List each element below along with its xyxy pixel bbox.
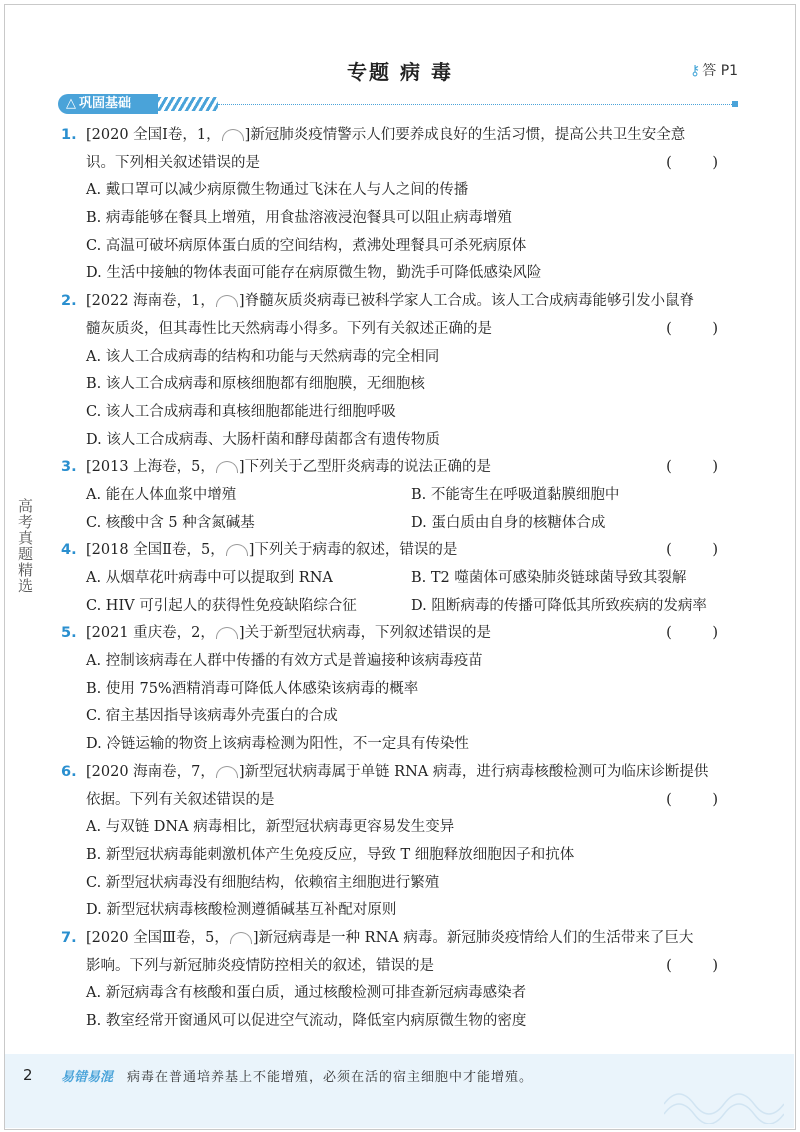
answer-bracket: ( ) — [666, 625, 736, 642]
option-c: C. 核酸中含 5 种含氮碱基 — [86, 514, 255, 531]
answer-bracket: ( ) — [666, 957, 736, 974]
answer-bracket: ( ) — [666, 791, 736, 808]
footer-text: 病毒在普通培养基上不能增殖，必须在活的宿主细胞中才能增殖。 — [127, 1070, 534, 1085]
question-source: [2021 重庆卷，2， — [86, 625, 215, 642]
page-title: 专题 病 毒 — [347, 60, 453, 84]
option-row — [64, 510, 736, 538]
question-number: 1. — [61, 127, 77, 143]
question-text: ]关于新型冠状病毒，下列叙述错误的是 — [238, 625, 492, 642]
question-line — [61, 454, 736, 482]
question-text: ]脊髓灰质炎病毒已被科学家人工合成。该人工合成病毒能够引发小鼠脊 — [238, 293, 695, 310]
option-a: A. 新冠病毒含有核酸和蛋白质，通过核酸检测可排查新冠病毒感染者 — [86, 985, 527, 1002]
footer-label: 易错易混 — [61, 1070, 114, 1085]
section-label: 巩固基础 — [79, 96, 132, 111]
question-number: 3. — [61, 459, 77, 476]
option-c: C. 新型冠状病毒没有细胞结构，依赖宿主细胞进行繁殖 — [86, 874, 440, 891]
question-source: [2020 全国Ⅲ卷，5， — [86, 929, 229, 946]
option-c: C. HIV 可引起人的获得性免疫缺陷综合征 — [86, 597, 357, 614]
question-line — [61, 925, 736, 953]
difficulty-icon — [216, 295, 238, 307]
question-line — [64, 150, 736, 178]
question-line — [61, 537, 736, 565]
option-d: D. 生活中接触的物体表面可能存在病原微生物，勤洗手可降低感染风险 — [86, 265, 542, 282]
question-text: ]新冠病毒是一种 RNA 病毒。新冠肺炎疫情给人们的生活带来了巨大 — [252, 929, 694, 946]
difficulty-icon — [222, 129, 244, 141]
option-c: C. 高温可破坏病原体蛋白质的空间结构，煮沸处理餐具可杀死病原体 — [86, 237, 527, 254]
section-header — [58, 94, 738, 114]
question-text: ]新冠肺炎疫情警示人们要养成良好的生活习惯，提高公共卫生安全意 — [244, 127, 686, 143]
difficulty-icon — [226, 544, 248, 556]
question-line — [64, 953, 736, 981]
question-source: [2020 海南卷，7， — [86, 763, 215, 780]
question-number: 4. — [61, 542, 77, 559]
question-text: 影响。下列与新冠肺炎疫情防控相关的叙述，错误的是 — [86, 957, 434, 974]
option-c: C. 该人工合成病毒和真核细胞都能进行细胞呼吸 — [86, 403, 396, 420]
question-list — [61, 122, 736, 1036]
question-source: [2013 上海卷，5， — [86, 459, 215, 476]
option-a: A. 与双链 DNA 病毒相比，新型冠状病毒更容易发生变异 — [86, 819, 455, 836]
option-b: B. 教室经常开窗通风可以促进空气流动，降低室内病原微生物的密度 — [86, 1013, 527, 1029]
question-number: 7. — [61, 929, 77, 946]
difficulty-icon — [216, 627, 238, 639]
option-a: A. 控制该病毒在人群中传播的有效方式是普遍接种该病毒疫苗 — [86, 653, 483, 670]
answer-bracket: ( ) — [666, 320, 736, 337]
question-source: [2020 全国Ⅰ卷，1， — [86, 127, 221, 143]
option-a: A. 从烟草花叶病毒中可以提取到 RNA — [86, 570, 333, 586]
option-b: B. 使用 75%酒精消毒可降低人体感染该病毒的概率 — [86, 680, 419, 697]
option-a: A. 该人工合成病毒的结构和功能与天然病毒的完全相同 — [86, 348, 440, 365]
question-source: [2022 海南卷，1， — [86, 293, 215, 310]
question-text: ]下列关于病毒的叙述，错误的是 — [248, 542, 458, 559]
difficulty-icon — [216, 461, 238, 473]
question-number: 6. — [61, 763, 77, 780]
option-b: B. 病毒能够在餐具上增殖，用食盐溶液浸泡餐具可以阻止病毒增殖 — [86, 210, 512, 227]
answer-reference-text: 答 P1 — [702, 63, 739, 79]
question-source: [2018 全国Ⅱ卷，5， — [86, 542, 225, 559]
key-icon: ⚷ — [690, 63, 701, 79]
question-line — [64, 787, 736, 815]
section-divider — [218, 104, 734, 105]
question-text: 识。下列相关叙述错误的是 — [86, 154, 260, 171]
difficulty-icon — [216, 766, 238, 778]
option-d: D. 该人工合成病毒、大肠杆菌和酵母菌都含有遗传物质 — [86, 431, 440, 448]
option-d: D. 冷链运输的物资上该病毒检测为阳性，不一定具有传染性 — [86, 736, 469, 753]
question-line — [64, 316, 736, 344]
option-b: B. 不能寄生在呼吸道黏膜细胞中 — [411, 486, 620, 503]
question-text: ]新型冠状病毒属于单链 RNA 病毒，进行病毒核酸检测可为临床诊断提供 — [238, 763, 709, 780]
section-end-marker — [732, 101, 738, 107]
question-number: 2. — [61, 293, 77, 310]
question-line — [61, 122, 736, 150]
option-d: D. 蛋白质由自身的核糖体合成 — [411, 514, 606, 531]
option-d: D. 新型冠状病毒核酸检测遵循碱基互补配对原则 — [86, 902, 397, 919]
section-stripes — [158, 97, 218, 111]
answer-bracket: ( ) — [666, 542, 736, 559]
side-label: 高考真题精选 — [16, 498, 34, 594]
option-row — [64, 593, 736, 621]
question-line — [61, 759, 736, 787]
question-line — [61, 288, 736, 316]
question-text: 依据。下列有关叙述错误的是 — [86, 791, 275, 808]
option-row — [64, 482, 736, 510]
option-b: B. 该人工合成病毒和原核细胞都有细胞膜，无细胞核 — [86, 376, 425, 393]
triangle-icon: △ — [66, 96, 76, 111]
option-a: A. 戴口罩可以减少病原微生物通过飞沫在人与人之间的传播 — [86, 182, 469, 199]
answer-bracket: ( ) — [666, 154, 736, 171]
answer-reference[interactable] — [690, 60, 738, 80]
question-number: 5. — [61, 625, 77, 642]
option-a: A. 能在人体血浆中增殖 — [86, 486, 237, 503]
wave-decoration-icon — [664, 1074, 784, 1124]
question-text: ]下列关于乙型肝炎病毒的说法正确的是 — [238, 459, 492, 476]
option-d: D. 阻断病毒的传播可降低其所致疾病的发病率 — [411, 597, 707, 614]
section-tag — [58, 94, 158, 114]
answer-bracket: ( ) — [666, 459, 736, 476]
page-number: 2 — [23, 1066, 33, 1084]
option-b: B. T2 噬菌体可感染肺炎链球菌导致其裂解 — [411, 570, 687, 586]
question-line — [61, 620, 736, 648]
page-footer — [5, 1054, 794, 1128]
option-c: C. 宿主基因指导该病毒外壳蛋白的合成 — [86, 708, 338, 725]
question-text: 髓灰质炎，但其毒性比天然病毒小得多。下列有关叙述正确的是 — [86, 320, 492, 337]
difficulty-icon — [230, 932, 252, 944]
option-row — [64, 565, 736, 593]
option-b: B. 新型冠状病毒能刺激机体产生免疫反应，导致 T 细胞释放细胞因子和抗体 — [86, 846, 575, 863]
